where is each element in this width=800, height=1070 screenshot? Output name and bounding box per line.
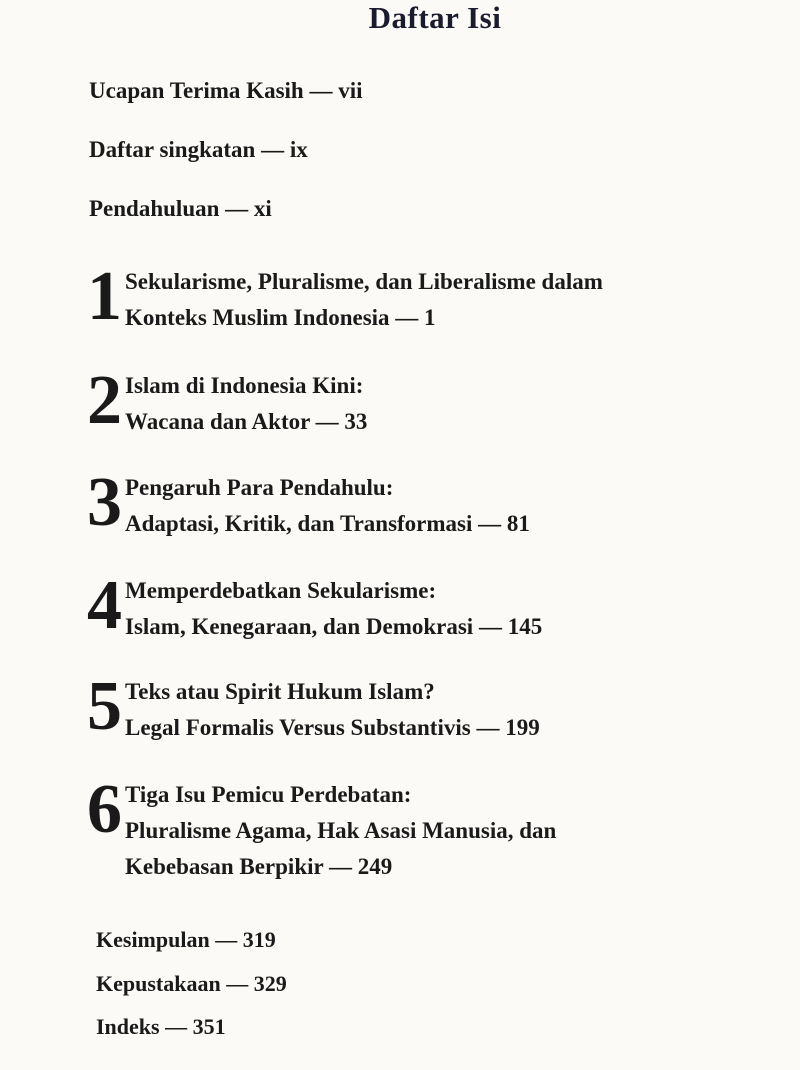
toc-entry-introduction: Pendahuluan — xi: [89, 196, 272, 221]
chapter-title-line: Tiga Isu Pemicu Perdebatan:: [125, 782, 412, 807]
chapter-number: 2: [87, 362, 122, 439]
chapter-number: 3: [87, 464, 122, 541]
chapter-title: [125, 470, 530, 542]
toc-entry-bibliography: Kepustakaan — 329: [96, 971, 287, 996]
page-title: Daftar Isi: [368, 0, 502, 35]
chapter-number: 5: [87, 668, 122, 745]
chapter-title-line: Adaptasi, Kritik, dan Transformasi — 81: [125, 511, 530, 536]
chapter-title: [125, 674, 540, 746]
chapter-number: 4: [87, 567, 122, 644]
chapter-title-line: Teks atau Spirit Hukum Islam?: [125, 679, 435, 704]
toc-entry-abbreviations: Daftar singkatan — ix: [89, 137, 308, 162]
chapter-title-line: Memperdebatkan Sekularisme:: [125, 578, 437, 603]
chapter-title: [125, 368, 367, 440]
chapter-title: [125, 777, 556, 885]
chapter-title-line: Islam di Indonesia Kini:: [125, 373, 364, 398]
chapter-number: 6: [87, 771, 122, 848]
chapter-title-line: Wacana dan Aktor — 33: [125, 409, 368, 434]
chapter-title-line: Pengaruh Para Pendahulu:: [125, 475, 394, 500]
chapter-title-line: Sekularisme, Pluralisme, dan Liberalisme dalam: [125, 269, 603, 294]
chapter-number: 1: [87, 258, 122, 335]
chapter-title: [125, 264, 603, 336]
chapter-title-line: Legal Formalis Versus Substantivis — 199: [125, 715, 540, 740]
chapter-title-line: Islam, Kenegaraan, dan Demokrasi — 145: [125, 614, 543, 639]
chapter-title-line: Kebebasan Berpikir — 249: [125, 854, 393, 879]
chapter-title: [125, 573, 542, 645]
chapter-title-line: Pluralisme Agama, Hak Asasi Manusia, dan: [125, 818, 557, 843]
toc-entry-index: Indeks — 351: [96, 1014, 226, 1039]
toc-entry-acknowledgements: Ucapan Terima Kasih — vii: [89, 78, 363, 103]
chapter-title-line: Konteks Muslim Indonesia — 1: [125, 305, 436, 330]
toc-entry-conclusion: Kesimpulan — 319: [96, 927, 276, 952]
